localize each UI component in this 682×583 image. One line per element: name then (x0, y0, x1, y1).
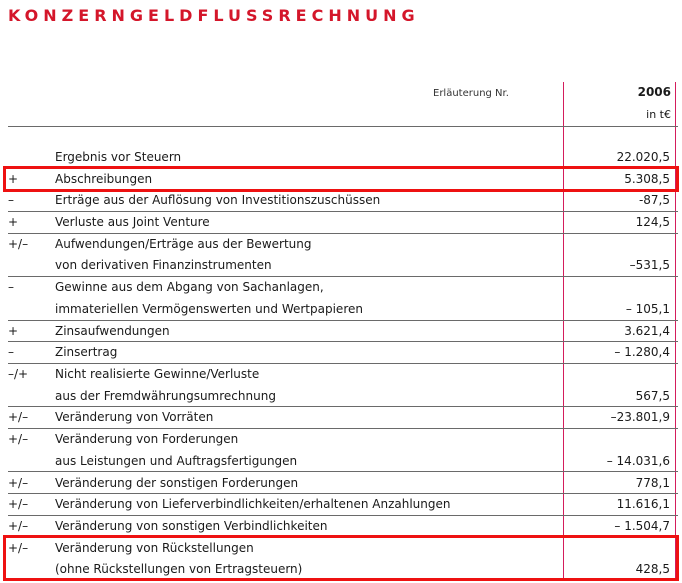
row-sign: – (8, 280, 14, 295)
row-label: Veränderung von Lieferverbindlichkeiten/erhaltenen Anzahlungen (55, 497, 451, 512)
table-row (0, 515, 682, 537)
row-line (0, 515, 682, 537)
row-line (0, 146, 682, 168)
row-value: 5.308,5 (624, 171, 670, 186)
row-line (0, 406, 682, 428)
row-label: Veränderung von Vorräten (55, 410, 214, 425)
table-row (0, 320, 682, 342)
row-sign: +/– (8, 432, 29, 447)
row-sign: + (8, 171, 19, 186)
row-label: Veränderung von Rückstellungen (55, 540, 254, 555)
row-label: Zinsaufwendungen (55, 323, 170, 338)
row-value: 428,5 (635, 562, 670, 577)
row-label: Veränderung von sonstigen Verbindlichkeiten (55, 518, 328, 533)
year-column-header: 2006 (637, 85, 671, 99)
row-label: (ohne Rückstellungen von Ertragsteuern) (55, 562, 303, 577)
row-line (0, 363, 682, 385)
row-line (0, 450, 682, 472)
unit-label: in t€ (646, 108, 671, 121)
row-label: Nicht realisierte Gewinne/Verluste (55, 367, 260, 381)
row-sign: +/– (8, 475, 29, 490)
row-value: 778,1 (635, 475, 670, 490)
row-label: aus der Fremdwährungsumrechnung (55, 388, 276, 403)
table-row (0, 472, 682, 494)
row-line (0, 428, 682, 450)
table-row (0, 428, 682, 471)
row-label: von derivativen Finanzinstrumenten (55, 258, 272, 273)
row-line (0, 341, 682, 363)
row-value: –23.801,9 (610, 410, 670, 425)
row-label: Aufwendungen/Erträge aus der Bewertung (55, 236, 312, 251)
table-row (0, 493, 682, 515)
row-sign: – (8, 193, 14, 208)
page-title: KONZERNGELDFLUSSRECHNUNG (8, 6, 420, 25)
row-line (0, 254, 682, 276)
table-row (0, 233, 682, 276)
table-row (0, 189, 682, 211)
table-row (0, 211, 682, 233)
row-line (0, 189, 682, 211)
table-row (0, 276, 682, 319)
row-line (0, 298, 682, 320)
table-row (0, 146, 682, 168)
row-label: Erträge aus der Auflösung von Investitionszuschüssen (55, 193, 381, 208)
row-value: 567,5 (635, 388, 670, 403)
row-value: 3.621,4 (624, 323, 670, 338)
row-line (0, 385, 682, 407)
row-label: Verluste aus Joint Venture (55, 215, 210, 230)
row-label: Zinsertrag (55, 345, 118, 360)
row-sign: + (8, 215, 19, 230)
header-rule (8, 126, 678, 127)
row-sign: +/– (8, 540, 29, 555)
table-row (0, 341, 682, 363)
row-sign: +/– (8, 518, 29, 533)
row-label: Veränderung von Forderungen (55, 432, 239, 447)
row-sign: +/– (8, 236, 29, 251)
row-sign: +/– (8, 410, 29, 425)
row-value: – 14.031,6 (606, 453, 670, 468)
row-sign: + (8, 323, 19, 338)
row-line (0, 233, 682, 255)
row-label: Ergebnis vor Steuern (55, 150, 182, 164)
row-sign: –/+ (8, 367, 29, 381)
highlight-box-abschreibungen (3, 166, 679, 192)
row-value: – 105,1 (625, 301, 670, 316)
note-column-header: Erläuterung Nr. (433, 88, 509, 99)
row-label: Veränderung der sonstigen Forderungen (55, 475, 299, 490)
row-label: Abschreibungen (55, 171, 153, 186)
row-sign: – (8, 345, 14, 360)
row-line (0, 211, 682, 233)
row-label: immateriellen Vermögenswerten und Wertpapieren (55, 301, 363, 316)
row-value: –531,5 (629, 258, 670, 273)
table-row (0, 363, 682, 406)
row-line (0, 493, 682, 515)
row-line (0, 320, 682, 342)
row-value: 11.616,1 (616, 497, 670, 512)
table-row (0, 406, 682, 428)
row-label: aus Leistungen und Auftragsfertigungen (55, 453, 298, 468)
row-value: 124,5 (635, 215, 670, 230)
row-value: – 1.504,7 (614, 518, 670, 533)
row-line (0, 276, 682, 298)
row-value: -87,5 (638, 193, 670, 208)
row-line (0, 472, 682, 494)
row-sign: +/– (8, 497, 29, 512)
highlight-box-rueckstellungen (3, 535, 679, 581)
row-value: – 1.280,4 (614, 345, 670, 360)
row-label: Gewinne aus dem Abgang von Sachanlagen, (55, 280, 324, 295)
row-value: 22.020,5 (616, 150, 670, 164)
